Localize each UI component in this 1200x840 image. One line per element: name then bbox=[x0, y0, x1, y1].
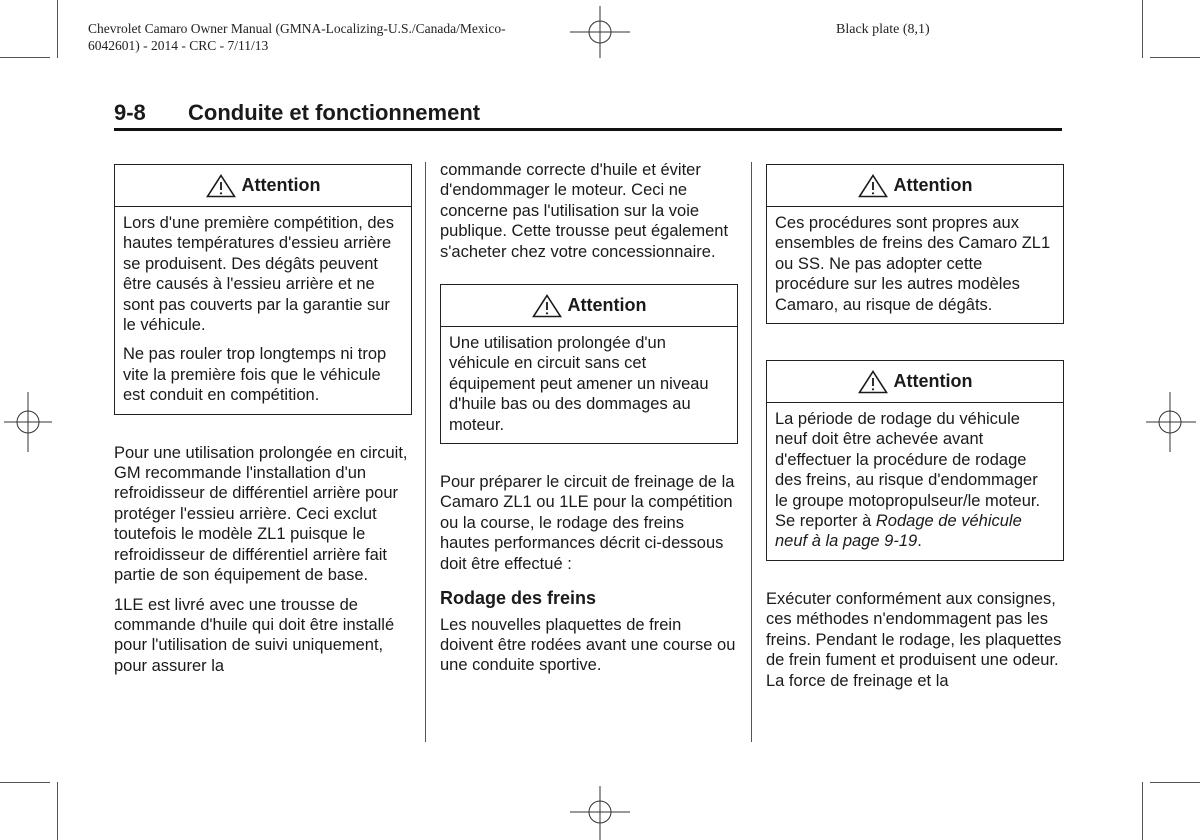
section-subheading: Rodage des freins bbox=[440, 588, 597, 609]
warning-box bbox=[766, 164, 1064, 324]
warning-header bbox=[115, 165, 411, 207]
plate-label: Black plate (8,1) bbox=[836, 22, 930, 37]
warning-box bbox=[114, 164, 412, 415]
warning-header bbox=[767, 361, 1063, 403]
warning-title: Attention bbox=[893, 175, 973, 196]
crop-mark bbox=[57, 782, 58, 840]
column-3 bbox=[766, 160, 1064, 691]
print-header-line1: Chevrolet Camaro Owner Manual (GMNA-Localizing-U.S./Canada/Mexico- bbox=[88, 21, 506, 36]
body-paragraph: Pour préparer le circuit de freinage de la Camaro ZL1 ou 1LE pour la compétition ou la course, le rodage des freins hautes performances décrit ci-dessous doit être effectué : bbox=[440, 473, 735, 573]
warning-text-main: La période de rodage du véhicule neuf doit être achevée avant d'effectuer la procédure de rodage des freins, au risque d'endommager le groupe motopropulseur/le moteur. Se reporter à bbox=[775, 410, 1041, 531]
body-paragraph: 1LE est livré avec une trousse de commande d'huile qui doit être installé pour l'utilisation de suivi uniquement, pour assurer la bbox=[114, 595, 395, 675]
heading-rule bbox=[114, 128, 1062, 131]
registration-mark-icon bbox=[1146, 392, 1196, 452]
warning-body bbox=[767, 403, 1063, 560]
crop-mark bbox=[1142, 0, 1143, 58]
cross-reference-link[interactable]: Rodage de véhicule neuf à la page 9-19 bbox=[775, 512, 1022, 551]
page-number: 9-8 bbox=[114, 100, 146, 125]
warning-body bbox=[767, 207, 1063, 323]
print-header bbox=[88, 20, 648, 54]
warning-text: Lors d'une première compétition, des hautes températures d'essieu arrière se produisent. Des dégâts peuvent être causés à l'essieu arrière et ne sont pas couverts par la garantie sur le véhicule. bbox=[123, 214, 394, 335]
warning-text bbox=[775, 409, 1055, 552]
registration-mark-icon bbox=[4, 392, 52, 452]
warning-text: Ces procédures sont propres aux ensembles de freins des Camaro ZL1 ou SS. Ne pas adopter cette procédure sur les autres modèles Camaro, au risque de dégâts. bbox=[775, 214, 1051, 314]
crop-mark bbox=[1142, 782, 1143, 840]
warning-body bbox=[115, 207, 411, 414]
crop-mark bbox=[0, 57, 50, 58]
page-title: Conduite et fonctionnement bbox=[188, 100, 481, 125]
crop-mark bbox=[1150, 782, 1200, 783]
warning-triangle-icon bbox=[858, 174, 888, 198]
column-2 bbox=[440, 160, 738, 676]
column-divider bbox=[751, 162, 752, 742]
column-1 bbox=[114, 160, 412, 676]
warning-title: Attention bbox=[241, 175, 321, 196]
warning-box bbox=[440, 284, 738, 444]
crop-mark bbox=[1150, 57, 1200, 58]
warning-body bbox=[441, 327, 737, 443]
page-heading bbox=[114, 100, 1062, 130]
warning-triangle-icon bbox=[206, 174, 236, 198]
warning-header bbox=[441, 285, 737, 327]
warning-box bbox=[766, 360, 1064, 561]
warning-text: Une utilisation prolongée d'un véhicule en circuit sans cet équipement peut amener un niveau d'huile bas ou des dommages au moteur. bbox=[449, 334, 709, 434]
column-divider bbox=[425, 162, 426, 742]
body-paragraph: Pour une utilisation prolongée en circuit, GM recommande l'installation d'un refroidisseur de différentiel arrière pour protéger l'essieu arrière. Ceci exclut toutefois le modèle ZL1 puisque le refroidisseur de différentiel arrière fait partie de son équipement de base. bbox=[114, 443, 408, 585]
crop-mark bbox=[57, 0, 58, 58]
warning-text-end: . bbox=[917, 532, 922, 551]
print-header-line2: 6042601) - 2014 - CRC - 7/11/13 bbox=[88, 38, 269, 53]
body-paragraph: Les nouvelles plaquettes de frein doivent être rodées avant une course ou une conduite sportive. bbox=[440, 615, 736, 675]
warning-triangle-icon bbox=[858, 370, 888, 394]
registration-mark-icon bbox=[570, 786, 630, 840]
body-paragraph: commande correcte d'huile et éviter d'endommager le moteur. Ceci ne concerne pas l'utilisation sur la voie publique. Cette trousse peut également s'acheter chez votre concessionnaire. bbox=[440, 161, 729, 261]
body-paragraph: Exécuter conformément aux consignes, ces méthodes n'endommagent pas les freins. Pendant le rodage, les plaquettes de frein fument et produisent une odeur. La force de freinage et la bbox=[766, 589, 1062, 690]
warning-header bbox=[767, 165, 1063, 207]
warning-title: Attention bbox=[893, 371, 973, 392]
warning-triangle-icon bbox=[532, 294, 562, 318]
warning-title: Attention bbox=[567, 295, 647, 316]
warning-text: Ne pas rouler trop longtemps ni trop vite la première fois que le véhicule est conduit en compétition. bbox=[123, 345, 387, 405]
crop-mark bbox=[0, 782, 50, 783]
